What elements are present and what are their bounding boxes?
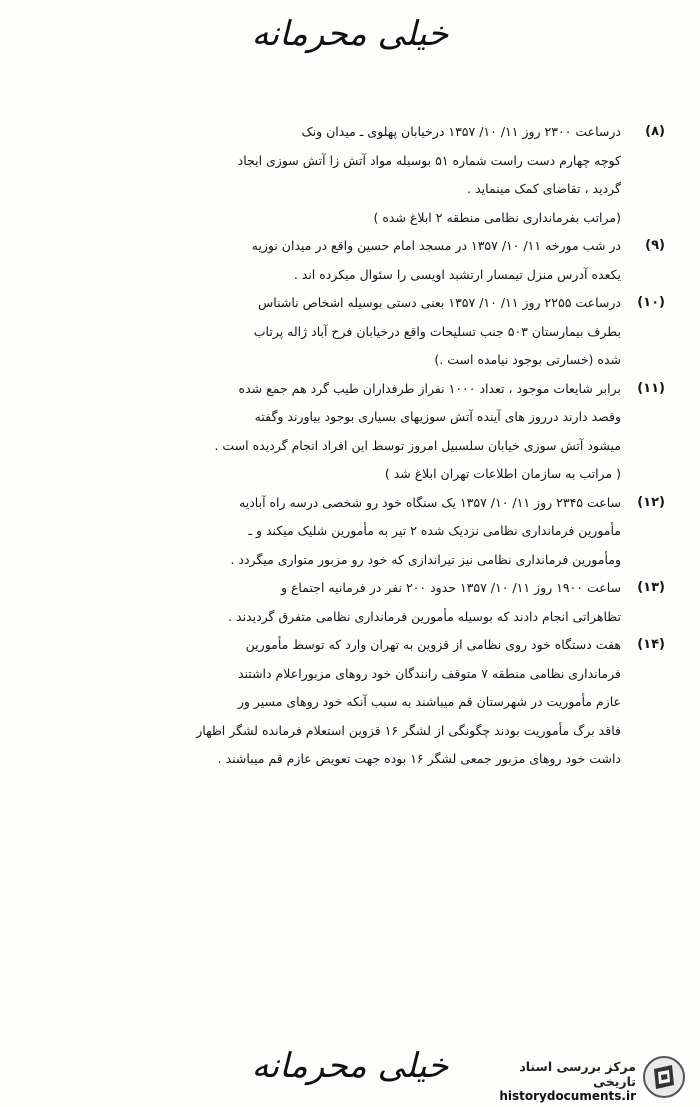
item-line: شده (خسارتی بوجود نیامده است .) bbox=[434, 352, 621, 367]
item-line: ومأمورین فرمانداری نظامی نیز تیراندازی که خود رو مزبور متواری میگردد . bbox=[230, 551, 621, 567]
item-line: فرمانداری نظامی منطقه ۷ متوقف رانندگان خود روهای مزبوراعلام داشتند bbox=[237, 665, 621, 681]
item-line: هفت دستگاه خود روی نظامی از قزوین به تهران وارد که توسط مأمورین bbox=[245, 637, 621, 652]
document-body bbox=[40, 118, 665, 774]
item-line: تظاهراتی انجام دادند که بوسیله مأمورین فرمانداری نظامی متفرق گردیدند . bbox=[228, 608, 621, 624]
item-line: فاقد برگ مأموریت بودند چگونگی از لشگر ۱۶ قزوین استعلام فرمانده لشگر اظهار bbox=[196, 722, 621, 738]
item-number: (۱۰) bbox=[637, 295, 665, 310]
item-line: درساعت ۲۳۰۰ روز ۱۱/ ۱۰/ ۱۳۵۷ درخیابان پهلوی ـ میدان ونک bbox=[301, 124, 621, 139]
item-line: وقصد دارند درروز های آینده آتش سوزیهای بسیاری بوجود بیاورند وگفته bbox=[254, 409, 621, 424]
report-item-13 bbox=[40, 574, 665, 631]
item-number: (۱۱) bbox=[637, 380, 665, 396]
item-line: عازم مأموریت در شهرستان قم میباشند به سبب آنکه خود روهای مسیر ور bbox=[237, 694, 621, 709]
report-item-14 bbox=[40, 631, 665, 774]
item-line: میشود آتش سوزی خیابان سلسبیل امروز توسط این افراد انجام گردیده است . bbox=[214, 437, 621, 453]
item-line: یکعده آدرس منزل تیمسار ارتشبد اویسی را سئوال میکرده اند . bbox=[293, 266, 621, 282]
item-line: برابر شایعات موجود ، تعداد ۱۰۰۰ نفراز طرفداران طیب گرد هم جمع شده bbox=[238, 380, 621, 396]
report-item-10 bbox=[40, 289, 665, 375]
item-line: داشت خود روهای مزبور جمعی لشگر ۱۶ بوده جهت تعویض عازم قم میباشند . bbox=[217, 751, 621, 766]
report-item-11 bbox=[40, 375, 665, 489]
item-number: (۸) bbox=[645, 124, 665, 139]
item-line: بطرف بیمارستان ۵۰۳ جنب تسلیحات واقع درخیابان فرح آباد ژاله پرتاب bbox=[253, 323, 621, 339]
classification-footer: خیلی محرمانه bbox=[251, 1046, 449, 1086]
report-item-8 bbox=[40, 118, 665, 232]
item-line: گردید ، تقاضای کمک مینماید . bbox=[467, 181, 621, 196]
watermark-name: مرکز بررسی اسناد تاریخی bbox=[519, 1059, 636, 1089]
report-item-9 bbox=[40, 232, 665, 289]
item-line: ( مراتب به سازمان اطلاعات تهران ابلاغ شد ) bbox=[384, 466, 621, 481]
item-line: ساعت ۱۹۰۰ روز ۱۱/ ۱۰/ ۱۳۵۷ حدود ۲۰۰ نفر در فرمانیه اجتماع و bbox=[280, 580, 621, 595]
item-number: (۱۴) bbox=[637, 637, 665, 652]
item-line: در شب مورخه ۱۱/ ۱۰/ ۱۳۵۷ در مسجد امام حسین واقع در میدان نوزیه bbox=[251, 238, 621, 253]
archive-logo-icon bbox=[642, 1055, 686, 1099]
item-line: درساعت ۲۲۵۵ روز ۱۱/ ۱۰/ ۱۳۵۷ بعنی دستی بوسیله اشخاص ناشناس bbox=[258, 295, 621, 310]
item-line: کوچه چهارم دست راست شماره ۵۱ بوسیله مواد آتش زا آتش سوزی ایجاد bbox=[237, 152, 621, 168]
item-line: مأمورین فرمانداری نظامی نزدیک شده ۲ تیر به مأمورین شلیک میکند و ـ bbox=[248, 523, 621, 538]
item-number: (۹) bbox=[645, 238, 665, 253]
report-item-12 bbox=[40, 489, 665, 575]
watermark-url: historydocuments.ir bbox=[499, 1089, 636, 1103]
item-number: (۱۳) bbox=[637, 580, 665, 595]
item-number: (۱۲) bbox=[637, 494, 665, 510]
archive-watermark bbox=[476, 1055, 686, 1103]
classification-header: خیلی محرمانه bbox=[251, 14, 449, 54]
item-line: (مراتب بفرمانداری نظامی منطقه ۲ ابلاغ شده ) bbox=[373, 209, 621, 225]
item-line: ساعت ۲۳۴۵ روز ۱۱/ ۱۰/ ۱۳۵۷ یک سنگاه خود رو شخصی درسه راه آبادیه bbox=[239, 494, 621, 510]
